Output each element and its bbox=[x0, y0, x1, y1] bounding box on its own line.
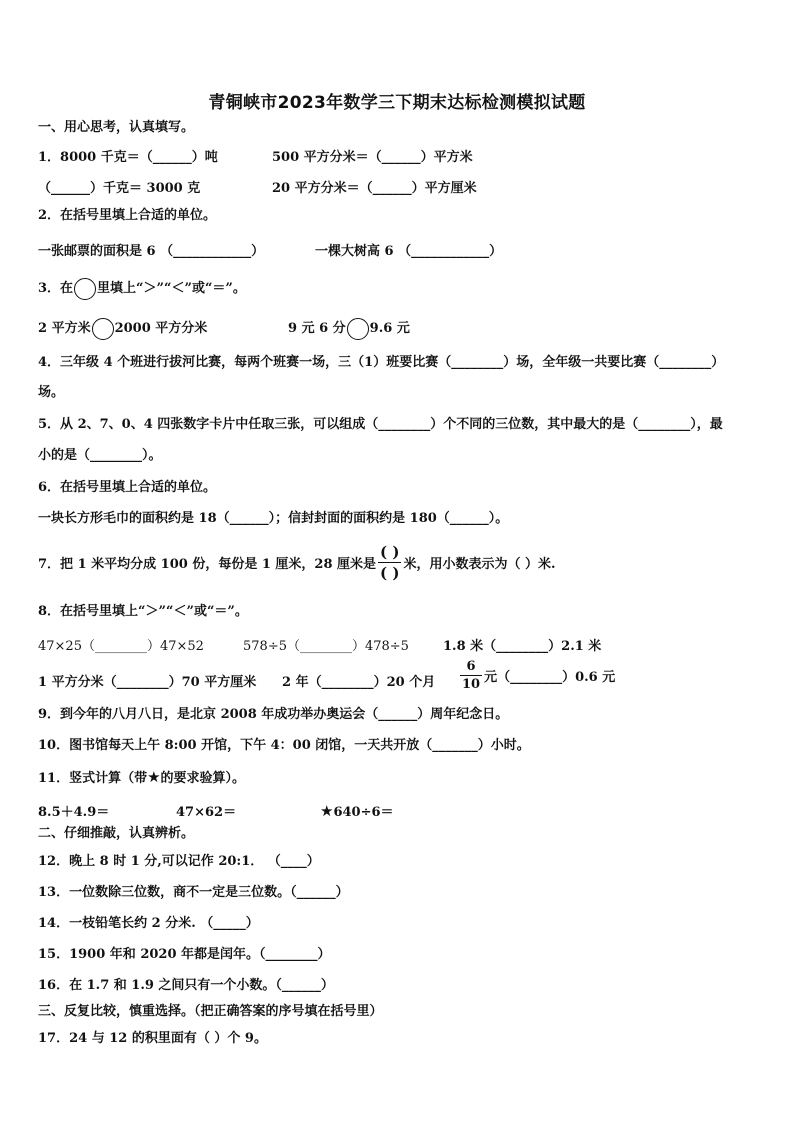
fraction-numerator: ( ) bbox=[380, 543, 400, 561]
q9: 9．到今年的八月八日，是北京 2008 年成功举办奥运会（______）周年纪念日。 bbox=[38, 707, 509, 722]
q11-stem-before: 11．竖式计算（带 bbox=[38, 771, 148, 786]
compare-circle bbox=[347, 318, 369, 340]
star-icon: ★ bbox=[320, 802, 334, 820]
q11-c-text: 640÷6＝ bbox=[333, 805, 394, 820]
q15: 15．1900 年和 2020 年都是闰年。（________） bbox=[38, 947, 331, 962]
q1-a: 1．8000 千克＝（______）吨 bbox=[38, 150, 218, 165]
q17: 17．24 与 12 的积里面有（ ）个 9。 bbox=[38, 1031, 267, 1046]
q11-c bbox=[320, 801, 394, 820]
q4-line1: 4．三年级 4 个班进行拔河比赛，每两个班赛一场，三（1）班要比赛（________）场，全年级一共要比赛（________） bbox=[38, 355, 725, 370]
q10: 10．图书馆每天上午 8:00 开馆，下午 4：00 闭馆，一天共开放（_______）小时。 bbox=[38, 738, 530, 753]
q14: 14．一枝铅笔长约 2 分米. （_____） bbox=[38, 916, 259, 931]
q7 bbox=[38, 542, 556, 583]
q3-a bbox=[38, 317, 207, 340]
q11-a: 8.5＋4.9＝ bbox=[38, 805, 110, 820]
q4-line2: 场。 bbox=[38, 385, 65, 400]
q11-b: 47×62＝ bbox=[176, 805, 237, 820]
q1-c: （______）千克＝ 3000 克 bbox=[38, 181, 201, 196]
q11-stem bbox=[38, 769, 245, 787]
q5-line2: 小的是（________）。 bbox=[38, 448, 162, 463]
q8-fraction bbox=[460, 658, 482, 693]
q3-b-left: 9 元 6 分 bbox=[288, 321, 346, 336]
q6-stem: 6．在括号里填上合适的单位。 bbox=[38, 480, 217, 495]
q5-line1: 5．从 2、7、0、4 四张数字卡片中任取三张，可以组成（________）个不同的三位数，其中最大的是（________），最 bbox=[38, 417, 723, 432]
q3-a-left: 2 平方米 bbox=[38, 321, 91, 336]
q8-r2c-after: 元（________）0.6 元 bbox=[484, 670, 616, 685]
q3-b bbox=[288, 317, 410, 340]
q2-stem: 2．在括号里填上合适的单位。 bbox=[38, 208, 217, 223]
q2-a: 一张邮票的面积是 6 （____________） bbox=[38, 244, 265, 259]
fraction-denominator: ( ) bbox=[380, 564, 400, 582]
q1-d: 20 平方分米＝（______）平方厘米 bbox=[272, 181, 477, 196]
q8-r2b: 2 年（________）20 个月 bbox=[282, 675, 436, 690]
q8-r1b: 578÷5（________）478÷5 bbox=[243, 639, 409, 654]
q7-before: 7．把 1 米平均分成 100 份，每份是 1 厘米，28 厘米是 bbox=[38, 557, 377, 572]
fraction-numerator: 6 bbox=[466, 659, 476, 674]
section-3-heading: 三、反复比较，慎重选择。（把正确答案的序号填在括号里） bbox=[38, 1004, 383, 1019]
q6-a: 一块长方形毛巾的面积约是 18（______）；信封封面的面积约是 180（______）。 bbox=[38, 511, 509, 526]
compare-circle bbox=[74, 278, 96, 300]
fraction-denominator: 10 bbox=[462, 677, 481, 692]
q8-r2a: 1 平方分米（________）70 平方厘米 bbox=[38, 675, 257, 690]
section-2-heading: 二、仔细推敲，认真辨析。 bbox=[38, 826, 195, 841]
q8-r1c: 1.8 米（________）2.1 米 bbox=[443, 639, 602, 654]
q2-b: 一棵大树高 6 （____________） bbox=[315, 244, 503, 259]
q16: 16．在 1.7 和 1.9 之间只有一个小数。（______） bbox=[38, 978, 334, 993]
page-title: 青铜峡市2023年数学三下期末达标检测模拟试题 bbox=[208, 93, 586, 113]
star-icon: ★ bbox=[147, 768, 161, 786]
q3-stem-before: 3．在 bbox=[38, 281, 74, 296]
q12: 12．晚上 8 时 1 分,可以记作 20:1． （____） bbox=[38, 854, 320, 869]
q1-b: 500 平方分米＝（______）平方米 bbox=[272, 150, 473, 165]
q8-r1a: 47×25（________）47×52 bbox=[38, 639, 204, 654]
q8-stem: 8．在括号里填上“＞”“＜”或“＝”。 bbox=[38, 604, 248, 619]
q13: 13．一位数除三位数，商不一定是三位数。（______） bbox=[38, 885, 349, 900]
q11-stem-after: 的要求验算）。 bbox=[160, 771, 246, 786]
q3-stem-after: 里填上“＞”“＜”或“＝”。 bbox=[97, 281, 246, 296]
section-1-heading: 一、用心思考，认真填写。 bbox=[38, 120, 195, 135]
q7-after: 米，用小数表示为（ ）米. bbox=[403, 557, 556, 572]
compare-circle bbox=[92, 318, 114, 340]
q7-fraction bbox=[378, 542, 401, 583]
q3-stem bbox=[38, 277, 246, 300]
q3-b-right: 9.6 元 bbox=[369, 321, 410, 336]
q8-r2c bbox=[458, 658, 615, 693]
q3-a-right: 2000 平方分米 bbox=[114, 321, 208, 336]
